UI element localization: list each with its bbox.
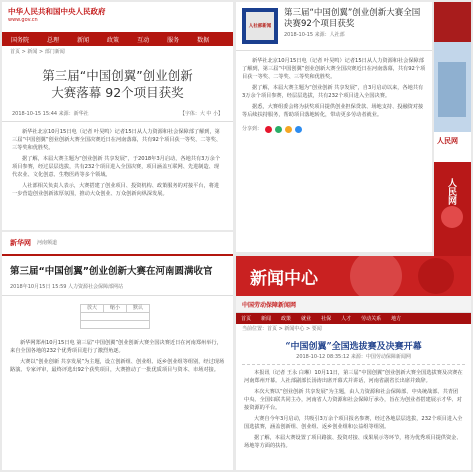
qq-icon[interactable]	[295, 126, 302, 133]
nav-item[interactable]: 社保	[321, 316, 332, 322]
vertical-label: 人民网	[446, 178, 456, 205]
nav-item[interactable]: 数据	[197, 36, 210, 44]
people-banner-image	[434, 2, 471, 292]
article-paragraph: 据了解，本届大赛主题为“创业创新 共享发展”，自3月启动以来，各地共有3万余个项目参赛，经层层选拔，共有232个项目进入全国决赛。	[242, 85, 424, 99]
font-default-button[interactable]: 默认	[132, 305, 143, 311]
nav-item[interactable]: 地方	[391, 316, 402, 322]
site-url: www.gov.cn	[8, 17, 38, 23]
article-body	[236, 51, 432, 119]
article-paragraph: 本次大赛以“创业创新 共享发展”为主题，由人力资源和社会保障部、中央统战部、共青团中央、全国妇联共同主办，河南省人力资源和社会保障厅承办，旨在为创业者搭建展示才华、对接资源的平台。	[244, 389, 462, 411]
article-paragraph: 据了解，本届大赛设置了项目路演、投资对接、成果展示等环节，将为优秀项目提供资金、场地等方面的扶持。	[244, 435, 462, 449]
site-logo[interactable]	[242, 8, 278, 44]
weibo-icon[interactable]	[265, 126, 272, 133]
logo-label: 人社部新闻	[248, 24, 272, 29]
brand-name[interactable]: 中国劳动保障新闻网	[242, 301, 297, 309]
article-paragraph: 据悉，大赛组委会将为获奖项目提供创业担保贷款、场地支持、投融资对接等后续扶持服务，帮助项目落地转化，带动更多劳动者就业。	[242, 104, 424, 118]
nav-item[interactable]: 国务院	[11, 36, 30, 44]
news-center-banner	[236, 256, 471, 296]
font-size-table	[80, 304, 150, 329]
wechat-icon[interactable]	[275, 126, 282, 133]
panel-labor-news-article	[236, 256, 471, 470]
article-paragraph: 新华社北京10月15日电（记者 叶昊鸣）记者15日从人力资源和社会保障部了解到，第三届“中国创翼”创业创新大赛全国决赛近日在河南落幕，共有92个项目获一等奖、二等奖、三等奖和优胜奖。	[242, 58, 426, 80]
panel-gov-article	[2, 2, 233, 230]
article-meta: 2018-10-15 来源：人社部	[284, 32, 345, 38]
font-shrink-button[interactable]: 缩小	[104, 305, 127, 312]
article-body	[236, 365, 471, 457]
nav-item[interactable]: 劳动关系	[361, 316, 382, 322]
nav-item[interactable]: 服务	[167, 36, 180, 44]
nav-item[interactable]: 新闻	[261, 316, 272, 322]
nav-item[interactable]: 就业	[301, 316, 312, 322]
site-header	[2, 2, 233, 32]
article-paragraph: 新华网郑州10月15日电 第三届“中国创翼”创业创新大赛全国决赛近日在河南郑州举行，来自全国各地的232个优秀项目进行了激烈角逐。	[10, 340, 222, 354]
panel-xinhua-article	[2, 232, 233, 470]
banner-title: 新闻中心	[250, 269, 318, 289]
share-label: 分享到：	[242, 126, 263, 132]
font-enlarge-button[interactable]: 放大	[81, 305, 104, 312]
article-title: 第三届“中国创翼”创业创新大赛在河南圆满收官	[10, 266, 213, 277]
main-nav	[2, 32, 233, 46]
article-title: “中国创翼”全国选拔赛及决赛开幕	[285, 342, 422, 352]
panel-people-strip	[434, 2, 471, 292]
article-meta: 2018年10月15日 15:59 人力资源社会保障部网站	[2, 284, 233, 296]
article-meta: 2018-10-15 15:44 来源：新华社	[12, 111, 89, 117]
breadcrumb: 当前位置：首页 > 新闻中心 > 要闻	[242, 326, 322, 332]
article-paragraph: 大赛自今年3月启动，共吸引3万余个项目报名参赛，经过各地层层选拔，232个项目进入全国选拔赛，涵盖创新组、创业组、返乡创业组和公益组等组别。	[244, 416, 463, 430]
xinhua-logo[interactable]: 新华网	[10, 239, 31, 247]
nav-item[interactable]: 新闻	[77, 36, 90, 44]
qzone-icon[interactable]	[285, 126, 292, 133]
people-brand[interactable]: 人民网	[437, 137, 458, 145]
font-size-control[interactable]: 【字体：大 中 小】	[179, 111, 223, 117]
article-paragraph: 大赛以“创业创新 共享发展”为主题，设立创新组、创业组、返乡创业组等组别，经过现场路演、专家评审，最终评选出92个获奖项目，大赛推动了一批优质项目与资本、市场对接。	[10, 359, 225, 373]
nav-item[interactable]: 政策	[107, 36, 120, 44]
nav-item[interactable]: 互动	[137, 36, 150, 44]
article-title: 第三届“中国创翼”创业创新大赛全国决赛92个项目获奖	[284, 8, 421, 29]
nav-item[interactable]: 总理	[47, 36, 60, 44]
nav-item[interactable]: 首页	[241, 316, 252, 322]
article-body	[2, 337, 233, 379]
panel-mohrss-article	[236, 2, 432, 252]
article-paragraph: 据了解，本届大赛主题为“创业创新 共享发展”，于2018年3月启动，各地共有3万余个项目参赛，经过层层选拔，共有232个项目进入全国决赛，项目涵盖互联网、先进制造、现代农业、文化创意、生物医药等多个领域。	[12, 156, 221, 178]
share-bar	[236, 122, 432, 137]
section-nav	[236, 313, 471, 324]
article-body	[2, 122, 233, 207]
nav-item[interactable]: 人才	[341, 316, 352, 322]
title-line-2: 大赛落幕 92个项目获奖	[51, 85, 184, 100]
nav-item[interactable]: 政策	[281, 316, 292, 322]
title-line-1: 第三届“中国创翼”创业创新	[42, 68, 193, 83]
article-paragraph: 新华社北京10月15日电（记者 叶昊鸣）记者15日从人力资源和社会保障部了解到，第三届“中国创翼”创业创新大赛全国决赛近日在河南落幕，共有92个项目获一等奖、二等奖、三等奖和优胜奖。	[12, 129, 222, 151]
channel-tag: 河南频道	[37, 239, 58, 246]
article-paragraph: 人社部相关负责人表示，大赛搭建了创业项目、投资机构、政策服务的对接平台，将进一步营造创业创新浓厚氛围，推动大众创业、万众创新向纵深发展。	[12, 183, 220, 197]
article-meta: 2018-10-12 08:35:12 来源：中国劳动保障新闻网	[242, 354, 465, 365]
breadcrumb: 首页 > 新闻 > 部门新闻	[10, 49, 65, 55]
article-paragraph: 本报讯（记者 王永 白琳）10月11日，第三届“中国创翼”创业创新大赛全国选拔赛及决赛在河南郑州开幕。人社部副部长汤涛出席开幕式并讲话，河南省副省长出席并致辞。	[244, 370, 463, 384]
article-title	[2, 67, 233, 101]
site-logo[interactable]: 中华人民共和国中央人民政府	[8, 7, 106, 16]
